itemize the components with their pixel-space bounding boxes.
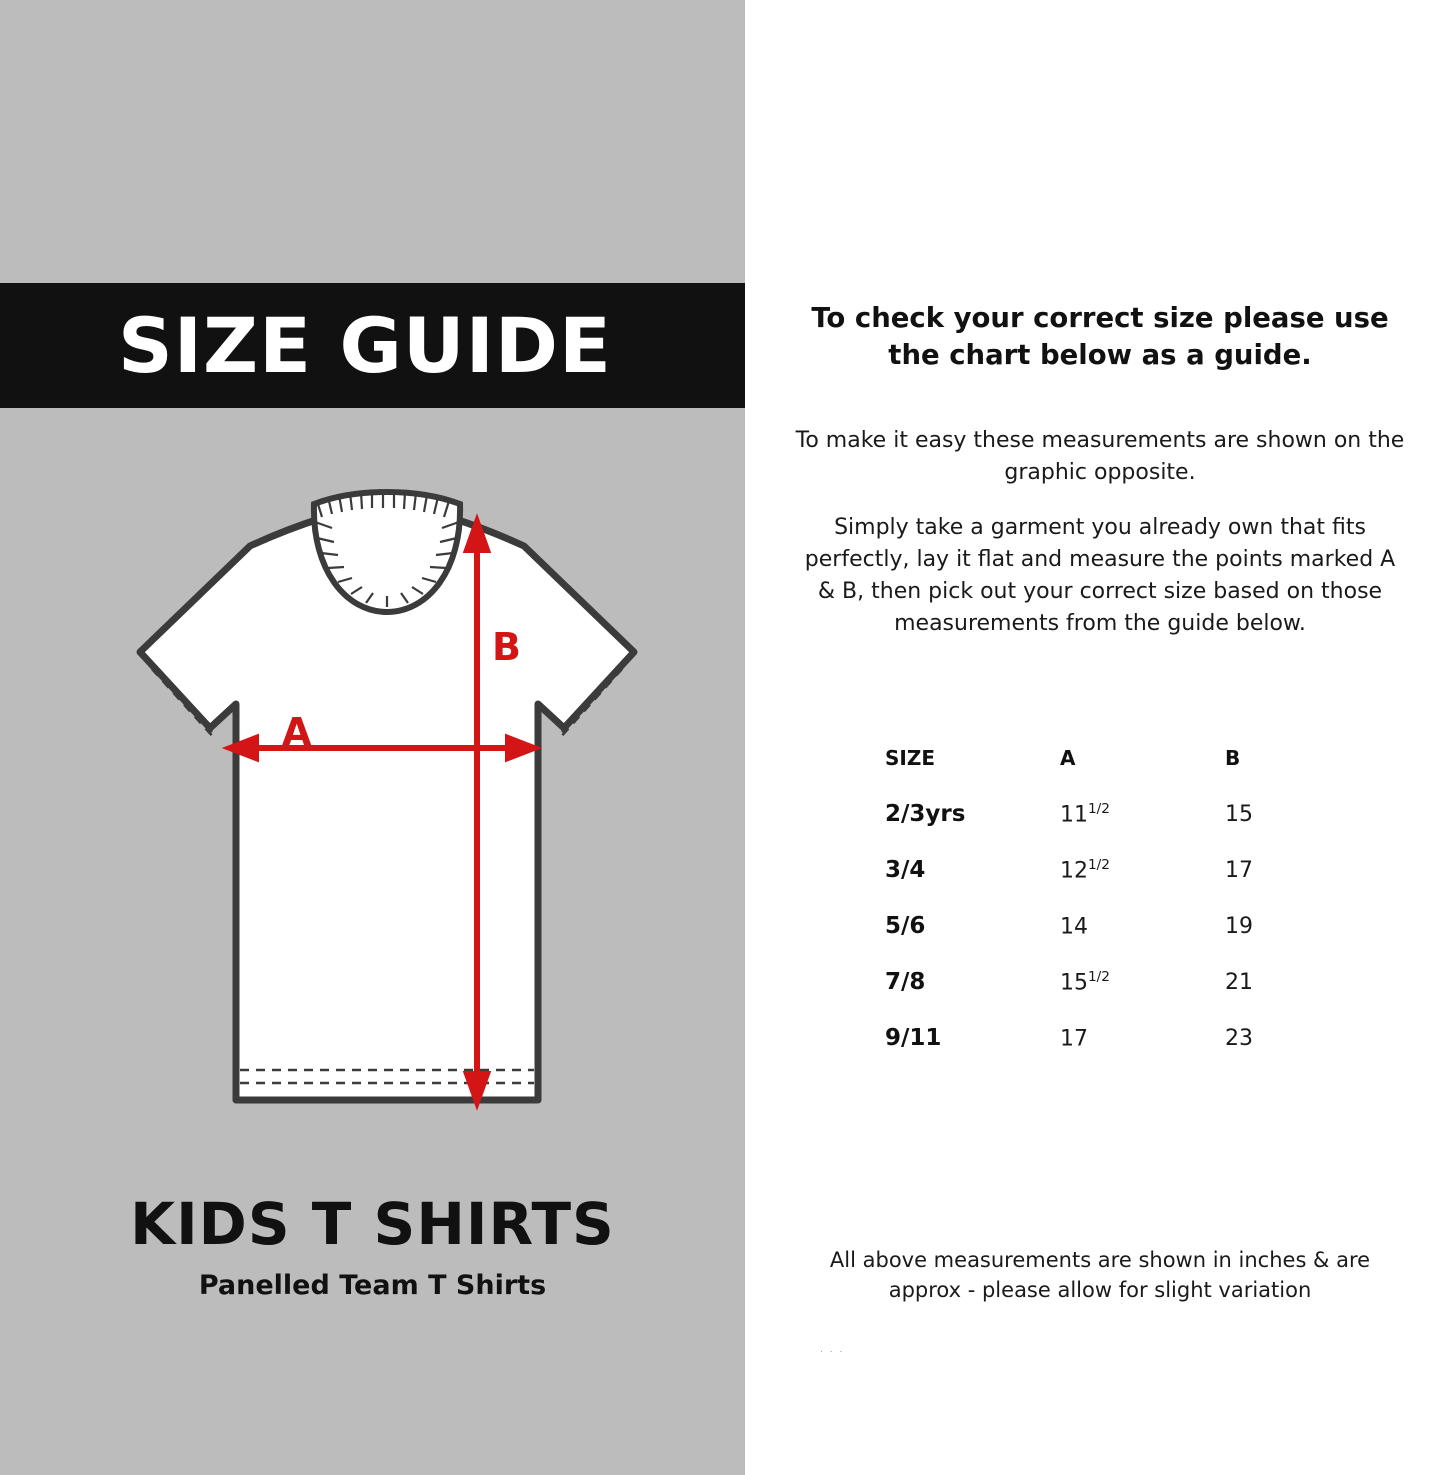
table-row: [885, 898, 1345, 954]
table-row: [885, 842, 1345, 898]
cell-a-fraction: 1/2: [1088, 968, 1110, 985]
measurement-footnote: All above measurements are shown in inches & are approx - please allow for slight variation: [829, 1248, 1371, 1303]
cell-b: 15: [1225, 801, 1253, 827]
intro-paragraph-2: Simply take a garment you already own that fits perfectly, lay it flat and measure the points marked A & B, then pick out your correct size based on those measurements from the guide below.: [804, 515, 1396, 636]
header-b: B: [1225, 746, 1241, 770]
cell-a: [1060, 786, 1225, 842]
title-bar: [0, 283, 745, 408]
table-row: [885, 786, 1345, 842]
cell-a: [1060, 898, 1225, 954]
cell-a-whole: 17: [1060, 1026, 1088, 1052]
cell-a-whole: 12: [1060, 858, 1088, 884]
product-title: KIDS T SHIRTS: [130, 1190, 615, 1258]
cell-a: [1060, 954, 1225, 1010]
table-row: [885, 1010, 1345, 1066]
cell-b: 23: [1225, 1025, 1253, 1051]
cell-size: 3/4: [885, 857, 926, 883]
measure-label-a: A: [282, 710, 312, 754]
product-subtitle: Panelled Team T Shirts: [198, 1270, 547, 1301]
cell-size: 7/8: [885, 969, 926, 995]
intro-headline: To check your correct size please use the chart below as a guide.: [811, 302, 1389, 372]
cell-a-whole: 11: [1060, 802, 1088, 828]
tiny-mark: . . .: [820, 1345, 845, 1355]
size-chart-table: [885, 730, 1345, 1066]
table-header-row: [885, 730, 1345, 786]
page-title: SIZE GUIDE: [118, 300, 612, 390]
cell-b: 21: [1225, 969, 1253, 995]
cell-a-whole: 14: [1060, 914, 1088, 940]
tshirt-diagram: [100, 470, 700, 1130]
header-size: SIZE: [885, 746, 936, 770]
cell-size: 9/11: [885, 1025, 942, 1051]
intro-paragraph-1: To make it easy these measurements are shown on the graphic opposite.: [795, 428, 1405, 485]
cell-b: 17: [1225, 857, 1253, 883]
header-a: A: [1060, 746, 1076, 770]
measure-label-b: B: [492, 625, 521, 669]
cell-a-whole: 15: [1060, 970, 1088, 996]
cell-a-fraction: 1/2: [1088, 800, 1110, 817]
cell-a: [1060, 1010, 1225, 1066]
info-panel: [745, 0, 1445, 1475]
cell-b: 19: [1225, 913, 1253, 939]
cell-size: 5/6: [885, 913, 926, 939]
cell-size: 2/3yrs: [885, 801, 966, 827]
cell-a: [1060, 842, 1225, 898]
table-row: [885, 954, 1345, 1010]
cell-a-fraction: 1/2: [1088, 856, 1110, 873]
